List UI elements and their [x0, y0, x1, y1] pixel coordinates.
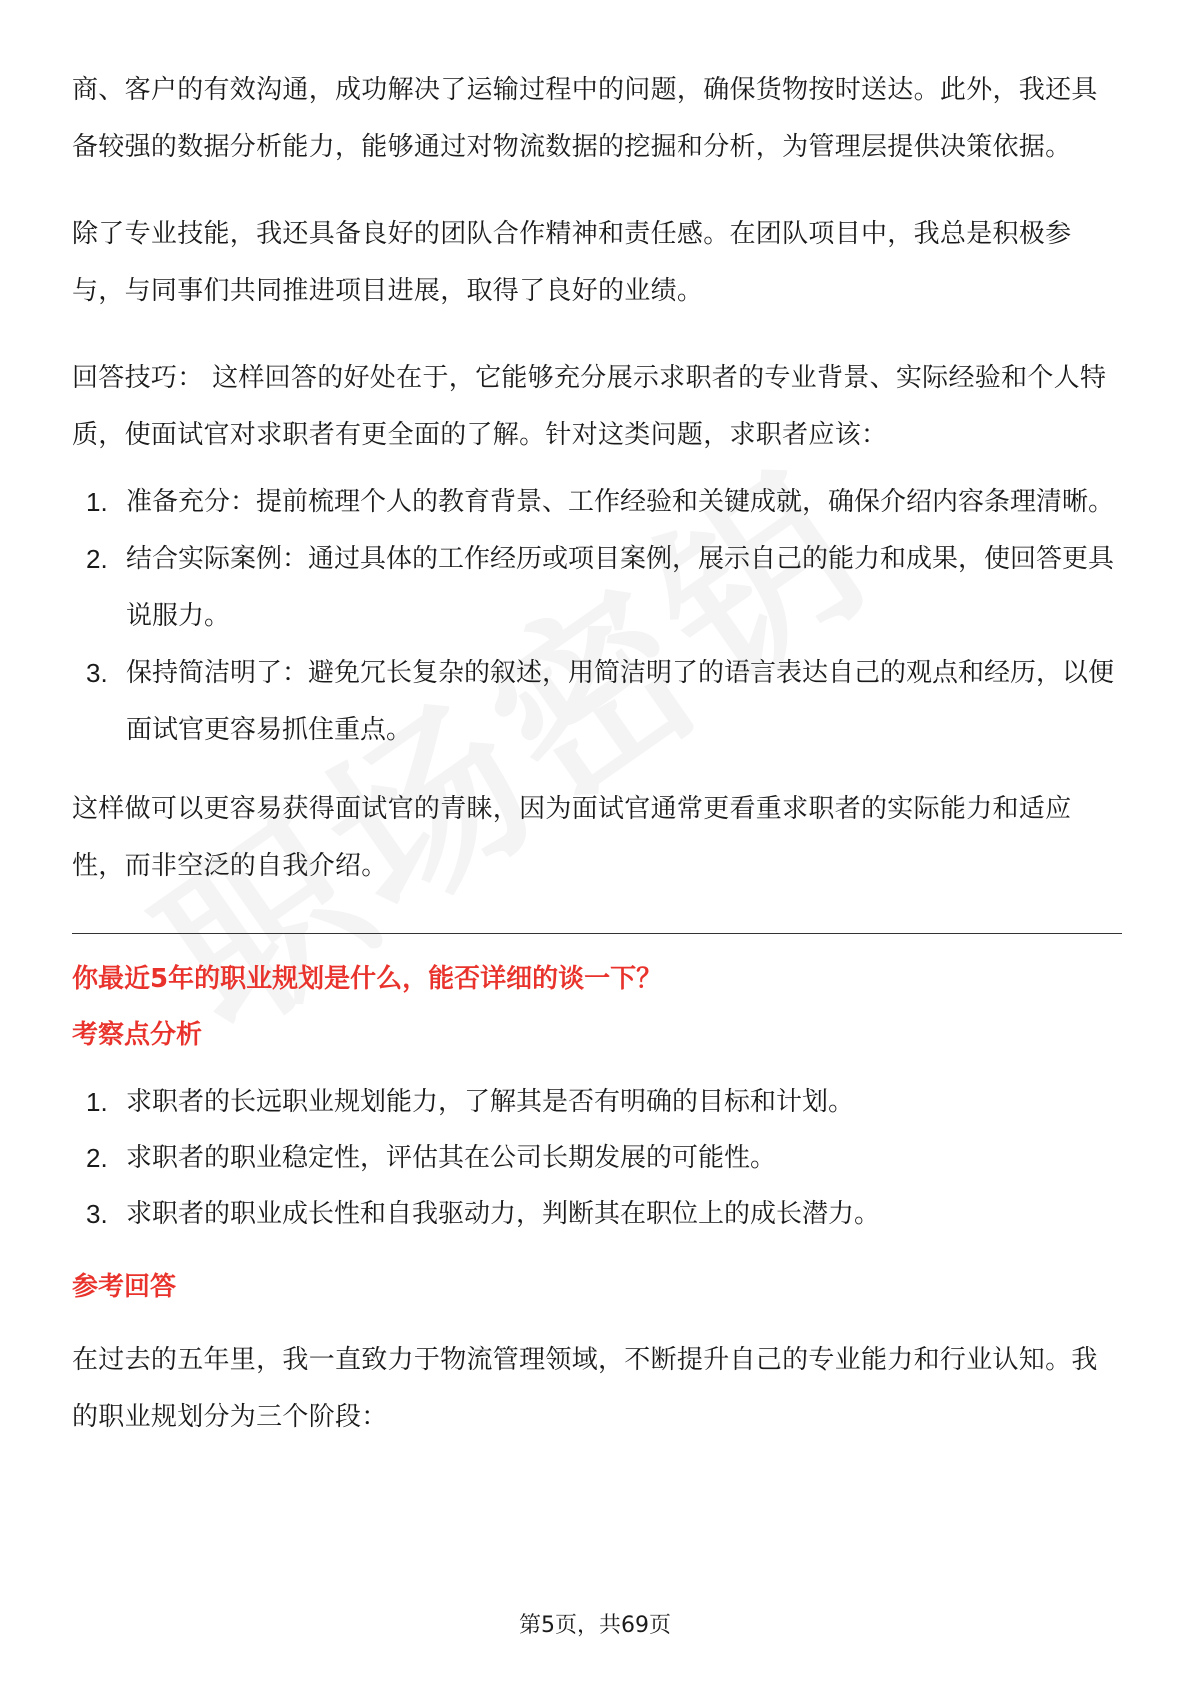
tips-list [72, 474, 1122, 759]
page-content [72, 62, 1122, 1446]
analysis-heading: 考察点分析 [72, 1020, 203, 1050]
paragraph-1: 商、客户的有效沟通，成功解决了运输过程中的问题，确保货物按时送达。此外，我还具备较强的数据分析能力，能够通过对物流数据的挖掘和分析，为管理层提供决策依据。 [72, 75, 1098, 162]
analysis-list [72, 1074, 1122, 1242]
page-number: 第5页，共69页 [519, 1613, 671, 1638]
section-divider [72, 933, 1122, 934]
list-item: 1. 准备充分：提前梳理个人的教育背景、工作经验和关键成就，确保介绍内容条理清晰。 [86, 487, 1115, 517]
answer-paragraph: 在过去的五年里，我一直致力于物流管理领域，不断提升自己的专业能力和行业认知。我的职业规划分为三个阶段： [72, 1345, 1098, 1432]
list-item: 2. 求职者的职业稳定性，评估其在公司长期发展的可能性。 [86, 1143, 777, 1173]
list-item: 1. 求职者的长远职业规划能力，了解其是否有明确的目标和计划。 [86, 1087, 855, 1117]
list-item: 3. 保持简洁明了：避免冗长复杂的叙述，用简洁明了的语言表达自己的观点和经历，以便面试官更容易抓住重点。 [86, 658, 1115, 745]
paragraph-conclusion: 这样做可以更容易获得面试官的青睐，因为面试官通常更看重求职者的实际能力和适应性，而非空泛的自我介绍。 [72, 794, 1072, 881]
list-item: 2. 结合实际案例：通过具体的工作经历或项目案例，展示自己的能力和成果，使回答更具说服力。 [86, 544, 1115, 631]
answer-heading: 参考回答 [72, 1272, 177, 1302]
paragraph-2: 除了专业技能，我还具备良好的团队合作精神和责任感。在团队项目中，我总是积极参与，与同事们共同推进项目进展，取得了良好的业绩。 [72, 219, 1072, 306]
paragraph-tips-intro: 回答技巧： 这样回答的好处在于，它能够充分展示求职者的专业背景、实际经验和个人特质，使面试官对求职者有更全面的了解。针对这类问题，求职者应该： [72, 363, 1107, 450]
list-item: 3. 求职者的职业成长性和自我驱动力，判断其在职位上的成长潜力。 [86, 1199, 881, 1229]
question-heading: 你最近5年的职业规划是什么，能否详细的谈一下？ [72, 964, 663, 994]
